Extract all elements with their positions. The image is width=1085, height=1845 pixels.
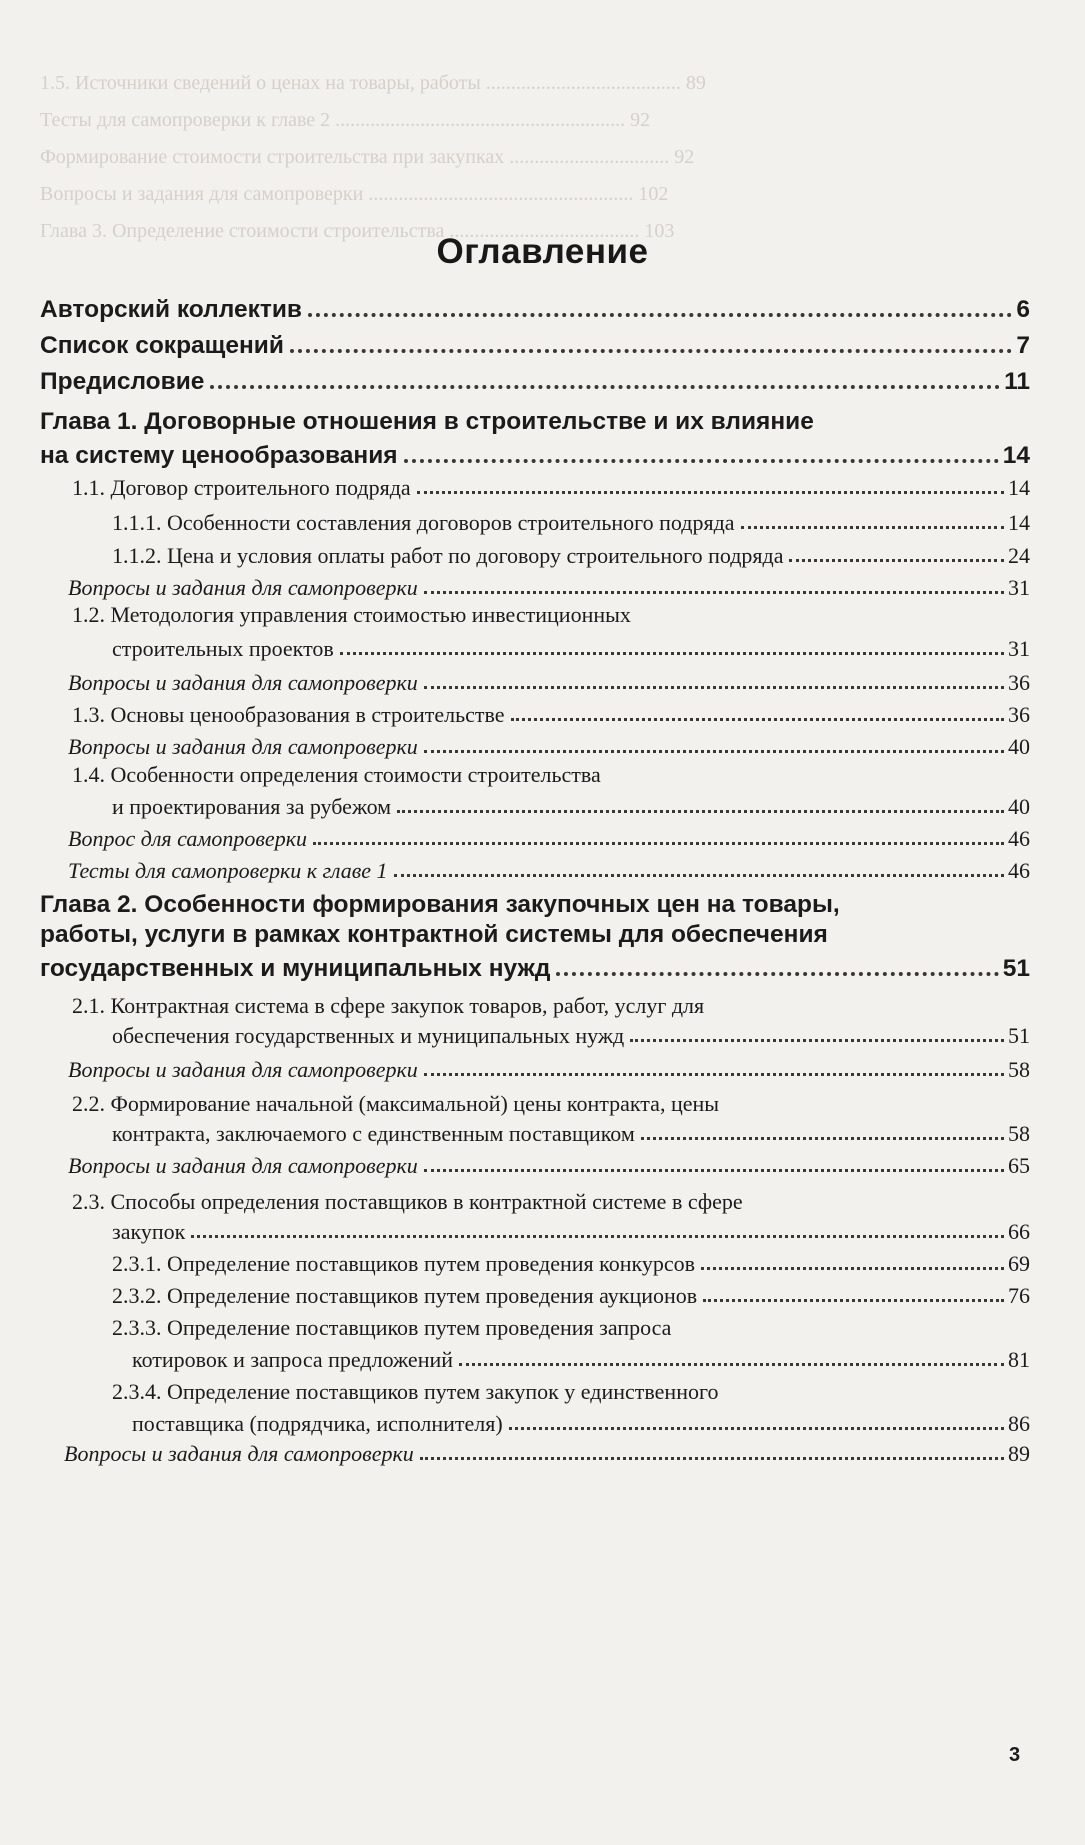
toc-entry-page: 58 bbox=[1008, 1121, 1030, 1146]
toc-entry-page: 86 bbox=[1008, 1411, 1030, 1436]
toc-entry-page: 69 bbox=[1008, 1251, 1030, 1276]
page-number: 3 bbox=[1009, 1744, 1021, 1766]
dot-leader bbox=[210, 385, 1000, 389]
toc-entry-page: 24 bbox=[1008, 543, 1030, 568]
toc-entry-title: 1.1.1. Особенности составления договоров строительного подряда bbox=[112, 510, 735, 535]
toc-entry-page: 7 bbox=[1016, 332, 1030, 359]
toc-entry-title: 2.1. Контрактная система в сфере закупок товаров, работ, услуг для bbox=[72, 993, 705, 1018]
toc-entry-title: 1.1. Договор строительного подряда bbox=[72, 475, 411, 500]
page-title: Оглавление bbox=[436, 232, 649, 271]
toc-entry-page: 14 bbox=[1008, 510, 1030, 535]
toc-entry-title: Глава 1. Договорные отношения в строительстве и их влияние bbox=[40, 408, 814, 435]
toc-entry-page: 31 bbox=[1008, 636, 1030, 661]
toc-entry-title: Глава 2. Особенности формирования закупочных цен на товары, bbox=[40, 891, 840, 918]
toc-entry-title: Вопросы и задания для самопроверки bbox=[68, 734, 418, 759]
toc-entry-page: 58 bbox=[1008, 1057, 1030, 1082]
toc-entry-page: 14 bbox=[1008, 475, 1030, 500]
toc-entry-page: 36 bbox=[1008, 702, 1030, 727]
toc-entry-title: Вопросы и задания для самопроверки bbox=[68, 1057, 418, 1082]
toc-entry-title: 1.2. Методология управления стоимостью инвестиционных bbox=[72, 602, 631, 627]
toc-entry-page: 46 bbox=[1008, 826, 1030, 851]
toc-entry-page: 40 bbox=[1008, 734, 1030, 759]
toc-entry-title: Тесты для самопроверки к главе 1 bbox=[68, 858, 388, 883]
toc-entry-title: Вопросы и задания для самопроверки bbox=[68, 575, 418, 600]
toc-entry-page: 81 bbox=[1008, 1347, 1030, 1372]
toc-entry-page: 14 bbox=[1002, 442, 1030, 469]
toc-entry-title: 1.1.2. Цена и условия оплаты работ по договору строительного подряда bbox=[112, 543, 784, 568]
dot-leader bbox=[340, 652, 1004, 655]
toc-entry-title: Вопросы и задания для самопроверки bbox=[68, 670, 418, 695]
toc-entry-title: 1.4. Особенности определения стоимости строительства bbox=[72, 762, 601, 787]
dot-leader bbox=[290, 349, 1012, 353]
toc-entry[interactable] bbox=[0, 284, 1085, 324]
dot-leader bbox=[424, 1073, 1004, 1076]
toc-entry-title: 2.3.1. Определение поставщиков путем проведения конкурсов bbox=[112, 1251, 696, 1276]
toc-entry-title: 2.2. Формирование начальной (максимальной) цены контракта, цены bbox=[72, 1091, 720, 1116]
toc-entry-title: Вопросы и задания для самопроверки bbox=[64, 1441, 414, 1466]
toc-entry-page: 51 bbox=[1008, 1023, 1030, 1048]
toc-entry-page: 76 bbox=[1008, 1283, 1030, 1308]
toc-entry-title: 2.3.2. Определение поставщиков путем проведения аукционов bbox=[112, 1283, 698, 1308]
toc-entry-title: работы, услуги в рамках контрактной системы для обеспечения bbox=[40, 921, 828, 948]
toc-entry-page: 89 bbox=[1008, 1441, 1030, 1466]
toc-entry-title: Вопрос для самопроверки bbox=[68, 826, 307, 851]
dot-leader bbox=[417, 491, 1004, 494]
toc-entry-page: 36 bbox=[1008, 670, 1030, 695]
toc-entry[interactable] bbox=[0, 844, 1085, 884]
toc-entry-title: 2.3.3. Определение поставщиков путем проведения запроса bbox=[112, 1315, 672, 1340]
toc-entry[interactable] bbox=[0, 356, 1085, 396]
toc-entry-title: Вопросы и задания для самопроверки bbox=[68, 1153, 418, 1178]
toc-entry-title: 2.3.4. Определение поставщиков путем закупок у единственного bbox=[112, 1379, 719, 1404]
dot-leader bbox=[630, 1039, 1004, 1042]
toc-entry-page: 66 bbox=[1008, 1219, 1030, 1244]
toc-entry-title: и проектирования за рубежом bbox=[112, 794, 392, 819]
show-through-text: 1.5. Источники сведений о ценах на товары, работы ....................................... 89 Тесты для самопроверки к главе 2 .......................................................... 92 Формирование стоимости строительства при закупках ................................ 92 Вопросы и задания для самопроверки ..................................................... 102 Глава 3. Определение стоимости строительства ...................................... 103 bbox=[40, 72, 706, 242]
toc-entry-page: 6 bbox=[1016, 296, 1030, 323]
toc-entry-title: обеспечения государственных и муниципальных нужд bbox=[112, 1023, 625, 1048]
toc-entry[interactable] bbox=[0, 320, 1085, 360]
toc-entry[interactable] bbox=[0, 943, 1085, 983]
toc-entry-page: 31 bbox=[1008, 575, 1030, 600]
toc-entry[interactable] bbox=[0, 1427, 1085, 1467]
toc-entry-title: Список сокращений bbox=[40, 332, 284, 359]
dot-leader bbox=[424, 1169, 1004, 1172]
toc-entry-title: поставщика (подрядчика, исполнителя) bbox=[132, 1411, 503, 1436]
toc-entry[interactable] bbox=[0, 1139, 1085, 1179]
toc-entry-title: государственных и муниципальных нужд bbox=[40, 955, 551, 982]
toc-entry-title: Авторский коллектив bbox=[40, 296, 302, 323]
toc-entry-page: 40 bbox=[1008, 794, 1030, 819]
toc-entry-title: Предисловие bbox=[40, 368, 205, 395]
dot-leader bbox=[556, 972, 999, 976]
toc-entry-page: 51 bbox=[1002, 955, 1030, 982]
toc-entry-title: котировок и запроса предложений bbox=[132, 1347, 454, 1372]
dot-leader bbox=[394, 874, 1004, 877]
toc-entry-title: закупок bbox=[112, 1219, 186, 1244]
dot-leader bbox=[308, 313, 1012, 317]
dot-leader bbox=[420, 1457, 1004, 1460]
toc-entry-title: строительных проектов bbox=[112, 636, 334, 661]
toc-entry-page: 11 bbox=[1004, 368, 1030, 395]
toc-entry-title: на систему ценообразования bbox=[40, 442, 398, 469]
toc-entry[interactable] bbox=[0, 461, 1085, 501]
toc-entry-title: 2.3. Способы определения поставщиков в контрактной системе в сфере bbox=[72, 1189, 743, 1214]
toc-entry-page: 46 bbox=[1008, 858, 1030, 883]
toc-entry-title: контракта, заключаемого с единственным поставщиком bbox=[112, 1121, 635, 1146]
toc-entry-page: 65 bbox=[1008, 1153, 1030, 1178]
toc-entry-title: 1.3. Основы ценообразования в строительстве bbox=[72, 702, 505, 727]
